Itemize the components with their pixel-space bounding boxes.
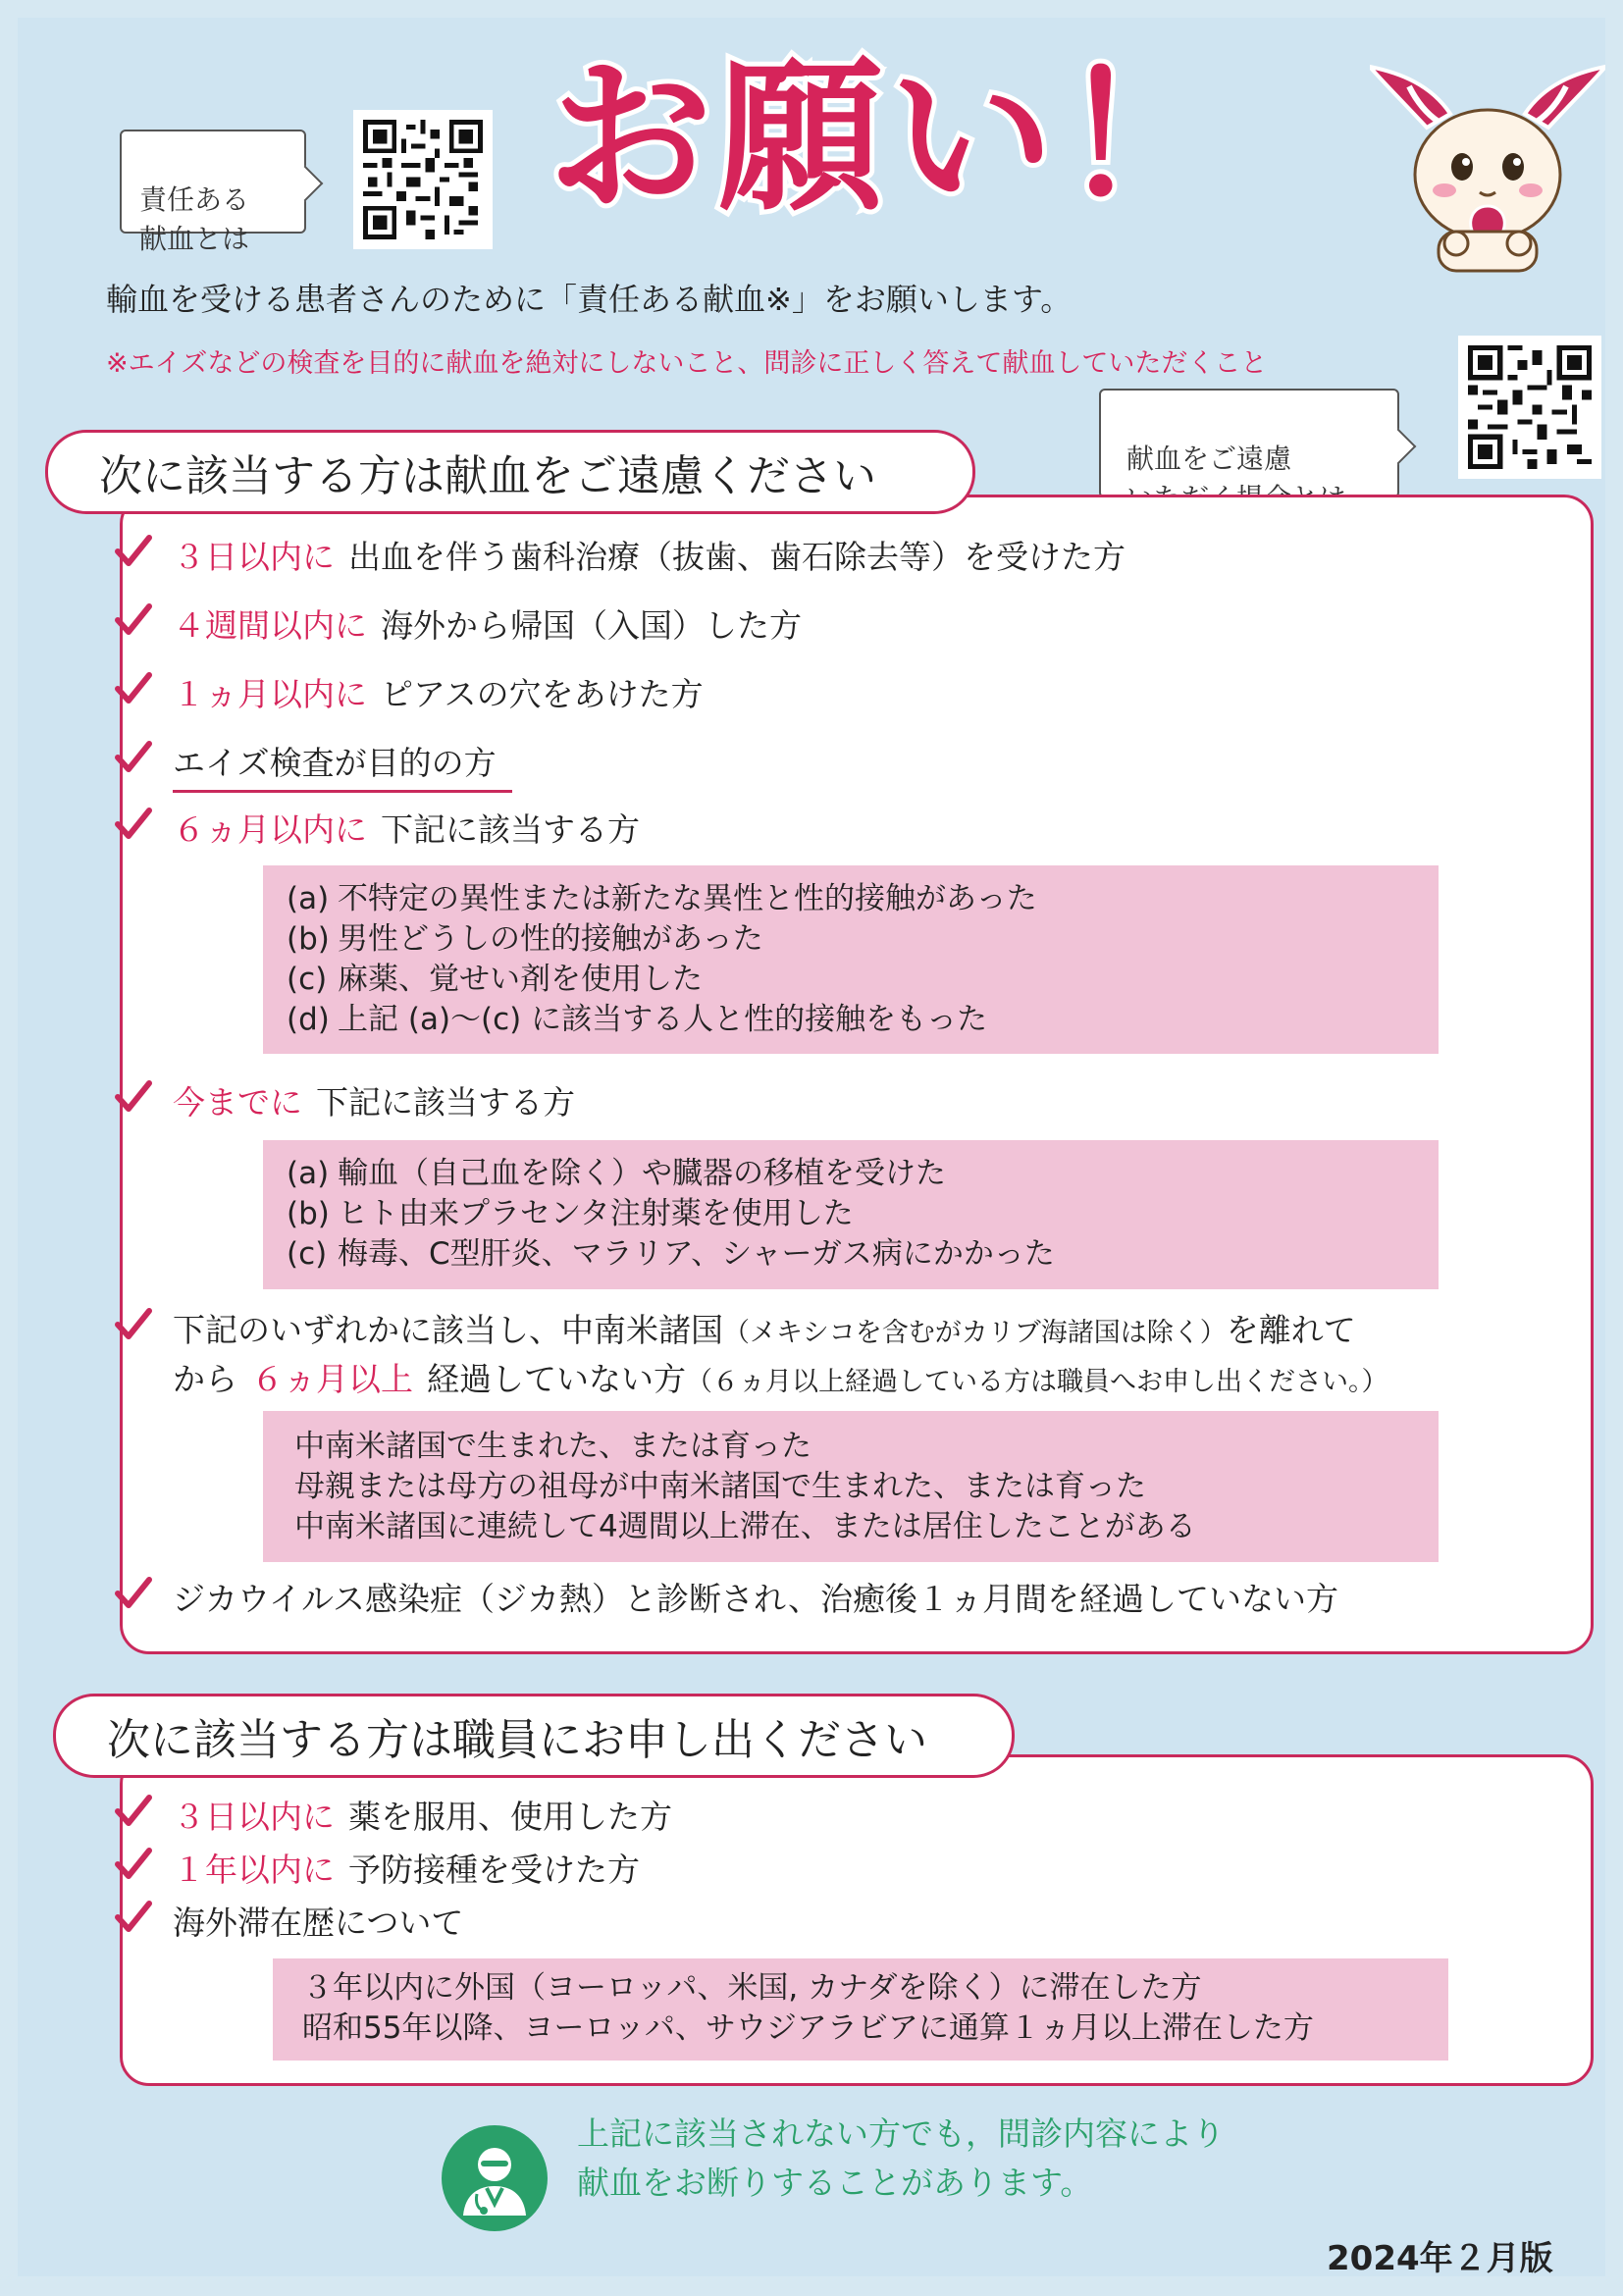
footer-note: 上記に該当されない方でも，問診内容により 献血をお断りすることがあります。 [577,2114,1225,2202]
latin-america-list [263,1411,1439,1562]
check-icon [114,1847,153,1882]
list-item-latin-america-line2: から ６ヵ月以上 経過していない方 （６ヵ月以上経過している方は職員へお申し出ください。） [173,1360,1388,1398]
notice-text: ※エイズなどの検査を目的に献血を絶対にしないこと、問診に正しく答えて献血していただくこと [106,348,1268,379]
list-item-latin-america: 下記のいずれかに該当し、中南米諸国 （メキシコを含むがカリブ海諸国は除く） を離れて [173,1305,1356,1351]
six-months-list [263,865,1439,1054]
qr-code-icon[interactable] [353,110,493,249]
list-item: １ヵ月以内に ピアスの穴をあけた方 [173,669,704,715]
check-icon [114,602,153,638]
list-item: ６ヵ月以内に 下記に該当する方 [173,805,640,851]
list-item: 中南米諸国で生まれた、または育った [294,1429,812,1464]
list-item: 中南米諸国に連続して4週間以上滞在、または居住したことがある [294,1509,1196,1544]
list-item: 海外滞在歴について [173,1898,463,1944]
list-item: (a) 輸血（自己血を除く）や臓器の移植を受けた [287,1156,946,1191]
section2-heading: 次に該当する方は職員にお申し出ください [53,1694,1015,1778]
qr-code-icon[interactable] [1458,336,1601,479]
qr-left-callout [120,130,306,255]
check-icon [114,1794,153,1829]
list-item: 母親または母方の祖母が中南米諸国で生まれた、または育った [294,1469,1146,1504]
check-icon [114,1576,153,1611]
edition-label: 2024年２月版 [1327,2239,1553,2278]
list-item: 昭和55年以降、ヨーロッパ、サウジアラビアに通算１ヵ月以上滞在した方 [302,2010,1314,2046]
qr-right-callout [1099,389,1399,498]
list-item: (b) 男性どうしの性的接触があった [287,921,763,957]
list-item: (c) 麻薬、覚せい剤を使用した [287,962,703,997]
list-item: (b) ヒト由来プラセンタ注射薬を使用した [287,1196,854,1231]
list-item: (a) 不特定の異性または新たな異性と性的接触があった [287,881,1037,916]
list-item: ３日以内に 薬を服用、使用した方 [173,1792,672,1838]
list-item: (d) 上記 (a)〜(c) に該当する人と性的接触をもった [287,1002,988,1037]
overseas-list [273,1958,1448,2061]
check-icon [114,671,153,706]
check-icon [114,740,153,775]
ever-list [263,1140,1439,1289]
intro-text: 輸血を受ける患者さんのために「責任ある献血※」をお願いします。 [106,281,1073,318]
qr-left-label: 責任ある 献血とは [139,183,250,255]
doctor-icon [442,2125,548,2231]
list-item: エイズ検査が目的の方 [173,738,512,793]
section1-heading: 次に該当する方は献血をご遠慮ください [45,430,975,514]
mascot-icon [1370,59,1605,275]
list-item: １年以内に 予防接種を受けた方 [173,1845,640,1891]
flyer-page [18,18,1605,2276]
page-title: お願い！ [548,41,1230,234]
list-item: ３年以内に外国（ヨーロッパ、米国, カナダを除く）に滞在した方 [302,1970,1202,2006]
list-item: ３日以内に 出血を伴う歯科治療（抜歯、歯石除去等）を受けた方 [173,532,1126,578]
qr-right-label: 献血をご遠慮 [1126,443,1292,475]
list-item: ４週間以内に 海外から帰国（入国）した方 [173,600,802,647]
list-item: ジカウイルス感染症（ジカ熱）と診断され、治癒後１ヵ月間を経過していない方 [173,1574,1338,1620]
list-item: 今までに 下記に該当する方 [173,1077,575,1123]
check-icon [114,534,153,569]
check-icon [114,1307,153,1342]
check-icon [114,807,153,842]
list-item: (c) 梅毒、C型肝炎、マラリア、シャーガス病にかかった [287,1236,1055,1272]
check-icon [114,1900,153,1935]
check-icon [114,1079,153,1115]
